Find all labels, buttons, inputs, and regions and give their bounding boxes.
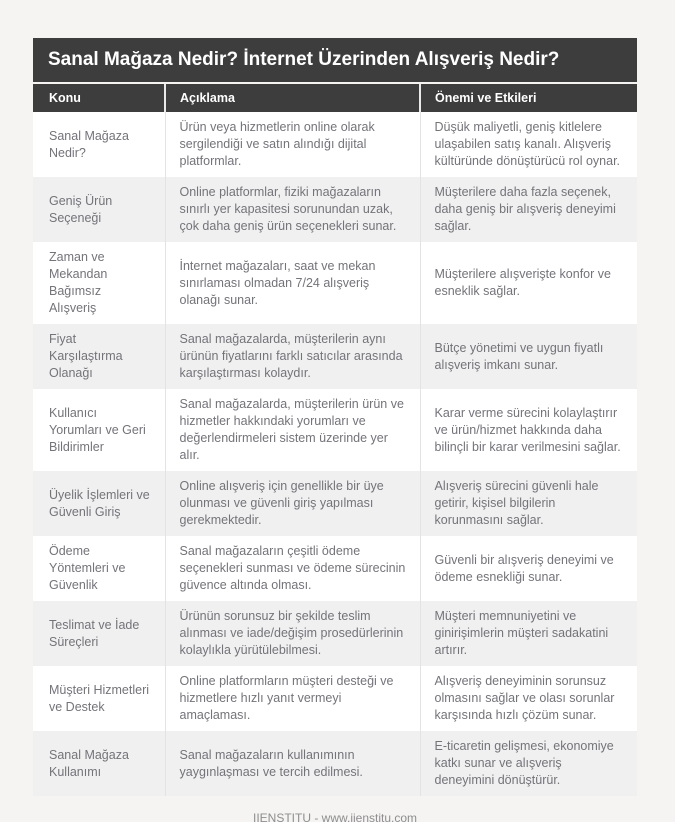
impact-cell: Düşük maliyetli, geniş kitlelere ulaşabilen satış kanalı. Alışveriş kültüründe dönüştürücü rol oynar. [420, 112, 637, 177]
topic-cell: Teslimat ve İade Süreçleri [49, 617, 140, 649]
table-row [33, 242, 637, 324]
table-row [33, 177, 637, 242]
description-cell: Online platformlar, fiziki mağazaların sınırlı yer kapasitesi sorunundan uzak, çok daha geniş ürün seçenekleri sunar. [165, 177, 420, 242]
description-cell: Sanal mağazalarda, müşterilerin aynı ürünün fiyatlarını farklı satıcılar arasında karşılaştırması kolaydır. [165, 324, 420, 389]
table-row [33, 112, 637, 177]
page-title: Sanal Mağaza Nedir? İnternet Üzerinden Alışveriş Nedir? [33, 38, 637, 82]
column-header-konu: Konu [33, 84, 165, 112]
description-cell: Ürünün sorunsuz bir şekilde teslim alınması ve iade/değişim prosedürlerinin kolaylıkla yürütülebilmesi. [165, 601, 420, 666]
table-row [33, 324, 637, 389]
description-cell: Online platformların müşteri desteği ve hizmetlere hızlı yanıt vermeyi amaçlaması. [165, 666, 420, 731]
topic-cell: Sanal Mağaza Kullanımı [49, 747, 129, 779]
table-row [33, 601, 637, 666]
content-card [33, 38, 637, 796]
column-header-aciklama: Açıklama [165, 84, 420, 112]
description-cell: Sanal mağazaların çeşitli ödeme seçenekleri sunması ve ödeme sürecinin güvence altında olması. [165, 536, 420, 601]
topic-cell: Ödeme Yöntemleri ve Güvenlik [49, 544, 126, 592]
table-header-row [33, 84, 637, 112]
footer-credit: IIENSTITU - www.iienstitu.com [252, 811, 418, 822]
description-cell: İnternet mağazaları, saat ve mekan sınırlaması olmadan 7/24 alışveriş olanağı sunar. [165, 242, 420, 324]
table-row [33, 471, 637, 536]
info-table [33, 84, 637, 796]
topic-cell: Zaman ve Mekandan Bağımsız Alışveriş [49, 250, 108, 315]
topic-cell: Kullanıcı Yorumları ve Geri Bildirimler [49, 405, 146, 454]
impact-cell: Müşterilere daha fazla seçenek, daha geniş bir alışveriş deneyimi sağlar. [420, 177, 637, 242]
table-row [33, 666, 637, 731]
table-row [33, 389, 637, 471]
column-header-onemi: Önemi ve Etkileri [420, 84, 637, 112]
impact-cell: Alışveriş sürecini güvenli hale getirir, kişisel bilgilerin korunmasını sağlar. [420, 471, 637, 536]
description-cell: Ürün veya hizmetlerin online olarak sergilendiği ve satın alındığı dijital platformlar. [165, 112, 420, 177]
topic-cell: Geniş Ürün Seçeneği [49, 193, 113, 225]
impact-cell: Alışveriş deneyiminin sorunsuz olmasını sağlar ve olası sorunlar karşısında hızlı çözüm sunar. [420, 666, 637, 731]
impact-cell: Güvenli bir alışveriş deneyimi ve ödeme esnekliği sunar. [420, 536, 637, 601]
description-cell: Sanal mağazalarda, müşterilerin ürün ve hizmetler hakkındaki yorumları ve değerlendirmeleri sistem üzerinde yer alır. [165, 389, 420, 471]
impact-cell: Müşteri memnuniyetini ve ginirişimlerin müşteri sadakatini artırır. [420, 601, 637, 666]
impact-cell: Müşterilere alışverişte konfor ve esneklik sağlar. [420, 242, 637, 324]
description-cell: Online alışveriş için genellikle bir üye olunması ve güvenli giriş yapılması gerekmektedir. [165, 471, 420, 536]
table-row [33, 731, 637, 796]
impact-cell: Karar verme sürecini kolaylaştırır ve ürün/hizmet hakkında daha bilinçli bir karar verilmesini sağlar. [420, 389, 637, 471]
impact-cell: E-ticaretin gelişmesi, ekonomiye katkı sunar ve alışveriş deneyimini dönüştürür. [420, 731, 637, 796]
topic-cell: Sanal Mağaza Nedir? [49, 128, 129, 160]
topic-cell: Müşteri Hizmetleri ve Destek [49, 682, 150, 714]
topic-cell: Fiyat Karşılaştırma Olanağı [49, 332, 123, 380]
description-cell: Sanal mağazaların kullanımının yaygınlaşması ve tercih edilmesi. [165, 731, 420, 796]
impact-cell: Bütçe yönetimi ve uygun fiyatlı alışveriş imkanı sunar. [420, 324, 637, 389]
topic-cell: Üyelik İşlemleri ve Güvenli Giriş [49, 487, 150, 519]
table-row [33, 536, 637, 601]
